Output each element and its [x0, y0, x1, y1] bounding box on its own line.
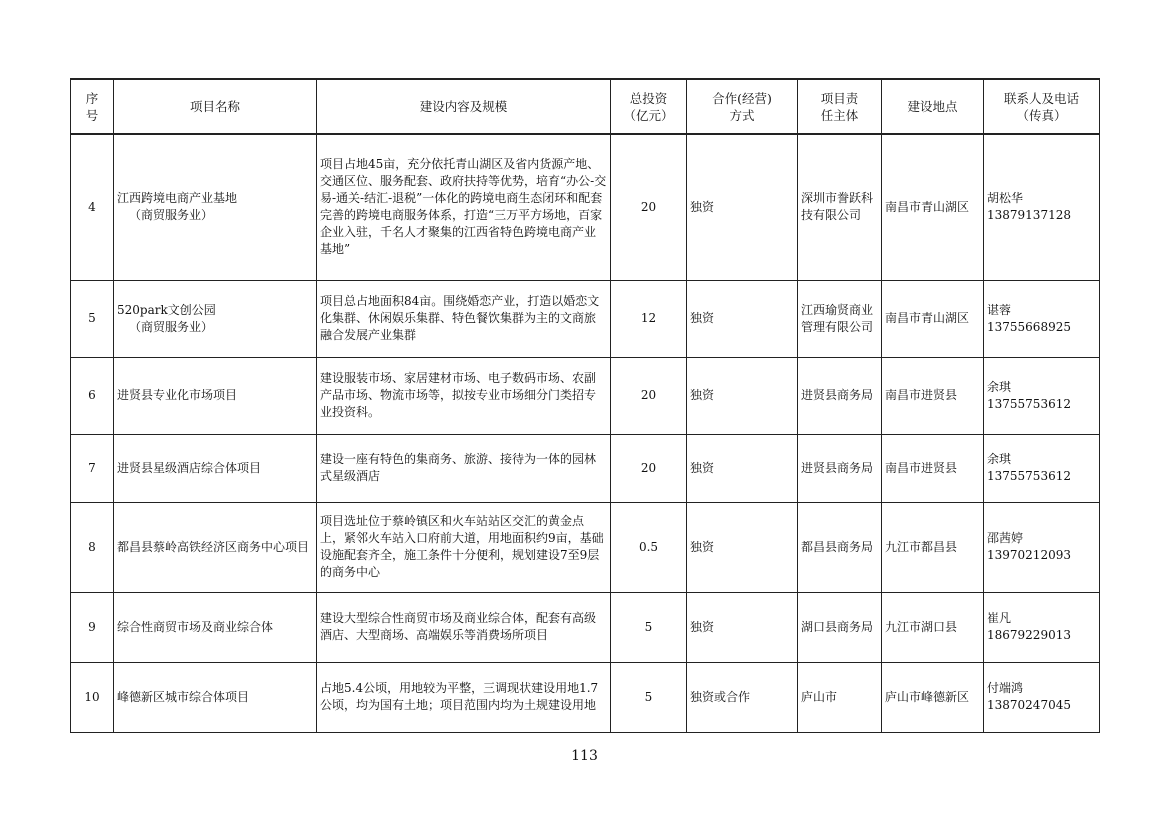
table-row — [71, 434, 1100, 502]
header-no — [71, 79, 114, 134]
cell-investment: 12 — [611, 280, 687, 357]
cell-mode: 独资 — [687, 357, 798, 434]
contact-phone: 13970212093 — [987, 548, 1071, 562]
contact-name: 余琪 — [987, 452, 1012, 466]
contact-name: 崔凡 — [987, 611, 1012, 625]
cell-mode: 独资 — [687, 280, 798, 357]
project-name: 都昌县蔡岭高铁经济区商务中心项目 — [117, 539, 310, 554]
project-table — [70, 78, 1100, 733]
table-row — [71, 662, 1100, 732]
cell-contact — [984, 592, 1100, 662]
project-category: （商贸服务业） — [129, 208, 214, 223]
cell-investment: 5 — [611, 662, 687, 732]
cell-location: 南昌市进贤县 — [882, 357, 984, 434]
cell-entity: 都昌县商务局 — [798, 502, 882, 592]
contact-phone: 13879137128 — [987, 208, 1071, 223]
cell-name — [114, 357, 317, 434]
cell-contact — [984, 434, 1100, 502]
table-row — [71, 134, 1100, 280]
cell-no: 9 — [71, 592, 114, 662]
cell-mode: 独资 — [687, 502, 798, 592]
cell-location: 九江市都昌县 — [882, 502, 984, 592]
header-investment-label: 总投资 （亿元） — [623, 90, 674, 123]
cell-contact — [984, 280, 1100, 357]
contact-phone: 18679229013 — [987, 628, 1071, 642]
cell-mode: 独资或合作 — [687, 662, 798, 732]
cell-investment: 20 — [611, 357, 687, 434]
header-no-label: 序 号 — [85, 90, 99, 123]
header-contact-label: 联系人及电话 （传真） — [1003, 90, 1079, 123]
cell-no: 6 — [71, 357, 114, 434]
cell-investment: 0.5 — [611, 502, 687, 592]
cell-no: 7 — [71, 434, 114, 502]
cell-location: 南昌市青山湖区 — [882, 280, 984, 357]
cell-name — [114, 434, 317, 502]
cell-location: 九江市湖口县 — [882, 592, 984, 662]
cell-name — [114, 502, 317, 592]
cell-investment: 20 — [611, 134, 687, 280]
header-name — [114, 79, 317, 134]
cell-content: 项目总占地面积84亩。围绕婚恋产业，打造以婚恋文化集群、休闲娱乐集群、特色餐饮集群为主的文商旅融合发展产业集群 — [317, 280, 611, 357]
cell-no: 8 — [71, 502, 114, 592]
cell-mode: 独资 — [687, 134, 798, 280]
cell-contact — [984, 502, 1100, 592]
cell-mode: 独资 — [687, 434, 798, 502]
cell-name — [114, 280, 317, 357]
project-name: 520park文创公园 — [117, 302, 216, 317]
header-location — [882, 79, 984, 134]
cell-content: 建设一座有特色的集商务、旅游、接待为一体的园林式星级酒店 — [317, 434, 611, 502]
header-entity — [798, 79, 882, 134]
project-name: 进贤县专业化市场项目 — [117, 388, 238, 402]
contact-name: 谌蓉 — [987, 302, 1012, 317]
header-name-label: 项目名称 — [189, 99, 240, 114]
cell-content: 建设服装市场、家居建材市场、电子数码市场、农副产品市场、物流市场等，拟按专业市场细分门类招专业投资科。 — [317, 357, 611, 434]
cell-entity: 深圳市誊跃科技有限公司 — [798, 134, 882, 280]
header-entity-label: 项目责 任主体 — [820, 90, 859, 123]
header-location-label: 建设地点 — [907, 99, 958, 114]
cell-name — [114, 662, 317, 732]
cell-name — [114, 134, 317, 280]
cell-mode: 独资 — [687, 592, 798, 662]
cell-content: 占地5.4公顷，用地较为平整，三调现状建设用地1.7公顷，均为国有土地；项目范围内均为土规建设用地 — [317, 662, 611, 732]
project-name: 综合性商贸市场及商业综合体 — [117, 619, 274, 634]
contact-name: 胡松华 — [987, 191, 1024, 206]
cell-contact — [984, 662, 1100, 732]
project-category: （商贸服务业） — [129, 319, 214, 334]
cell-no: 5 — [71, 280, 114, 357]
contact-phone: 13870247045 — [987, 698, 1071, 712]
cell-investment: 5 — [611, 592, 687, 662]
project-name: 江西跨境电商产业基地 — [117, 191, 238, 206]
contact-name: 邵茜婷 — [987, 531, 1024, 545]
cell-content: 项目占地45亩，充分依托青山湖区及省内货源产地、交通区位、服务配套、政府扶持等优势，培育“办公-交易-通关-结汇-退税”一体化的跨境电商生态闭环和配套完善的跨境电商服务体系，打造“三万平方场地，百家企业入驻，千名人才聚集的江西省特色跨境电商产业基地” — [317, 134, 611, 280]
header-contact — [984, 79, 1100, 134]
contact-phone: 13755668925 — [987, 319, 1071, 334]
cell-no: 10 — [71, 662, 114, 732]
table-row — [71, 280, 1100, 357]
header-content — [317, 79, 611, 134]
table-row — [71, 592, 1100, 662]
cell-name — [114, 592, 317, 662]
project-name: 进贤县星级酒店综合体项目 — [117, 460, 262, 475]
contact-phone: 13755753612 — [987, 396, 1071, 411]
header-mode-label: 合作(经营) 方式 — [712, 90, 772, 123]
table-row — [71, 502, 1100, 592]
cell-location: 庐山市峰德新区 — [882, 662, 984, 732]
contact-name: 付端鸿 — [987, 681, 1024, 695]
cell-contact — [984, 134, 1100, 280]
cell-location: 南昌市进贤县 — [882, 434, 984, 502]
table-header-row — [71, 79, 1100, 134]
table-row — [71, 357, 1100, 434]
header-content-label: 建设内容及规模 — [419, 99, 508, 114]
cell-entity: 进贤县商务局 — [798, 357, 882, 434]
cell-location: 南昌市青山湖区 — [882, 134, 984, 280]
cell-contact — [984, 357, 1100, 434]
cell-entity: 江西瑜贤商业管理有限公司 — [798, 280, 882, 357]
cell-investment: 20 — [611, 434, 687, 502]
project-name: 峰德新区城市综合体项目 — [117, 689, 250, 704]
cell-content: 建设大型综合性商贸市场及商业综合体，配套有高级酒店、大型商场、高端娱乐等消费场所项目 — [317, 592, 611, 662]
cell-entity: 庐山市 — [798, 662, 882, 732]
header-investment — [611, 79, 687, 134]
cell-no: 4 — [71, 134, 114, 280]
cell-entity: 湖口县商务局 — [798, 592, 882, 662]
cell-content: 项目选址位于蔡岭镇区和火车站站区交汇的黄金点上，紧邻火车站入口府前大道，用地面积约9亩，基础设施配套齐全，施工条件十分便利，规划建设7至9层的商务中心 — [317, 502, 611, 592]
contact-name: 余琪 — [987, 379, 1012, 394]
cell-entity: 进贤县商务局 — [798, 434, 882, 502]
header-mode — [687, 79, 798, 134]
page-number: 113 — [571, 748, 598, 764]
contact-phone: 13755753612 — [987, 469, 1071, 483]
